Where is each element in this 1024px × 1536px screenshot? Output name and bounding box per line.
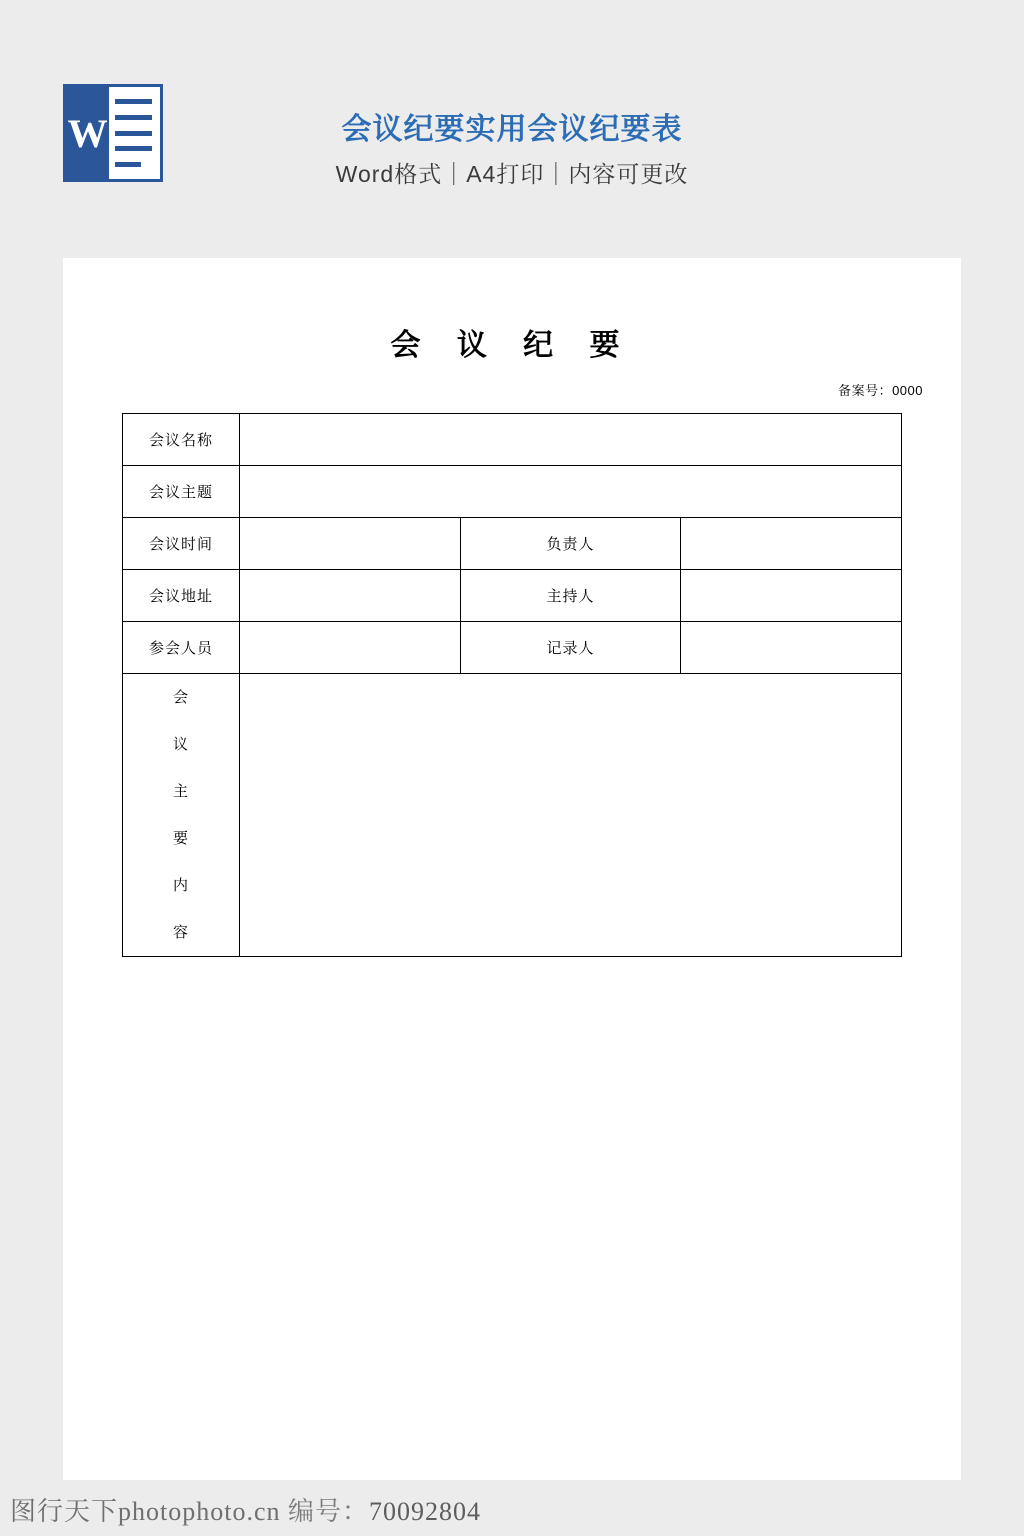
footer-id-value: 70092804 (369, 1497, 482, 1526)
row-value-meeting-address[interactable] (240, 570, 461, 622)
document-title: 会 议 纪 要 (390, 329, 634, 362)
row-label-meeting-address: 会议地址 (123, 570, 240, 622)
table-row (123, 414, 902, 466)
table-row (123, 518, 902, 570)
footer-site: 图行天下photophoto.cn (10, 1497, 281, 1526)
row-value-meeting-subject[interactable] (240, 466, 902, 518)
promo-subtitle: Word格式｜A4打印｜内容可更改 (335, 161, 689, 187)
row-label-host: 主持人 (460, 570, 681, 622)
row-value-attendees[interactable] (240, 622, 461, 674)
row-value-meeting-time[interactable] (240, 518, 461, 570)
table-row-content (123, 674, 902, 957)
row-label-recorder: 记录人 (460, 622, 681, 674)
word-logo-letter: W (66, 87, 109, 179)
row-label-meeting-subject: 会议主题 (123, 466, 240, 518)
table-row (123, 570, 902, 622)
row-label-main-content (123, 674, 240, 957)
table-row (123, 622, 902, 674)
document-sheet (63, 258, 961, 1480)
row-value-responsible-person[interactable] (681, 518, 902, 570)
record-number: 备案号：0000 (838, 383, 923, 398)
footer-watermark (10, 1491, 481, 1528)
row-label-attendees: 参会人员 (123, 622, 240, 674)
row-value-host[interactable] (681, 570, 902, 622)
row-value-meeting-name[interactable] (240, 414, 902, 466)
row-label-responsible-person: 负责人 (460, 518, 681, 570)
table-row (123, 466, 902, 518)
row-label-meeting-name: 会议名称 (123, 414, 240, 466)
footer-id-label: 编号： (288, 1497, 370, 1526)
promo-header (0, 78, 1024, 198)
row-label-main-content-text: 会议主要内容 (172, 689, 189, 941)
row-value-main-content[interactable] (240, 674, 902, 957)
row-label-meeting-time: 会议时间 (123, 518, 240, 570)
row-value-recorder[interactable] (681, 622, 902, 674)
promo-title: 会议纪要实用会议纪要表 (341, 113, 683, 146)
meeting-minutes-table (122, 413, 902, 957)
